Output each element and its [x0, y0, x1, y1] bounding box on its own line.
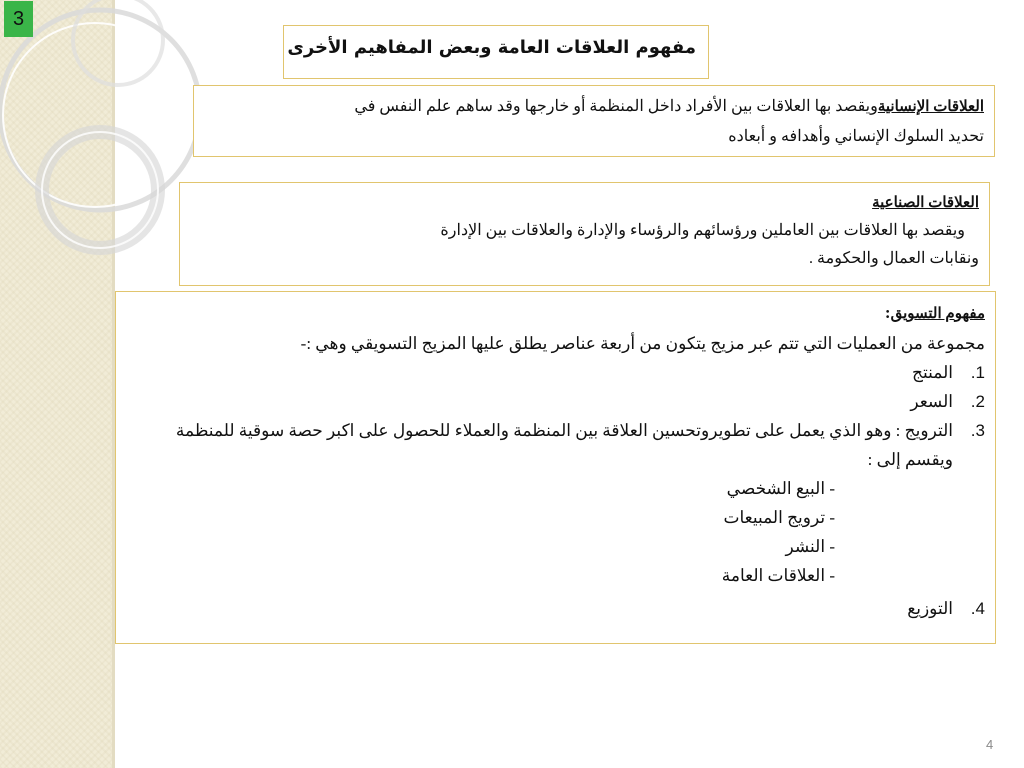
list-number: 2. — [970, 392, 985, 411]
industrial-relations-line2: ونقابات العمال والحكومة . — [809, 250, 979, 267]
list-number: 4. — [970, 599, 985, 618]
sub-list-item: - ترويج المبيعات — [723, 508, 835, 527]
title-box — [283, 25, 709, 79]
human-relations-heading: العلاقات الإنسانية — [877, 99, 984, 115]
list-item — [124, 387, 985, 416]
list-item — [124, 416, 985, 474]
marketing-heading-line — [124, 298, 985, 329]
page-number: 4 — [986, 737, 994, 752]
deco-circle-inner — [42, 132, 158, 248]
list-text: التوزيع — [907, 599, 953, 618]
marketing-heading: مفهوم التسويق — [890, 306, 985, 322]
slide-number-badge: 3 — [4, 1, 33, 37]
list-item — [124, 358, 985, 387]
industrial-relations-line1: ويقصد بها العلاقات بين العاملين ورؤسائهم والرؤساء والإدارة والعلاقات بين الإدارة — [440, 222, 965, 239]
human-relations-line2: تحديد السلوك الإنساني وأهدافه و أبعاده — [728, 128, 984, 145]
human-relations-box — [193, 85, 995, 157]
human-relations-line1 — [202, 92, 984, 122]
list-text: السعر — [910, 392, 953, 411]
list-text: الترويج : وهو الذي يعمل على تطويروتحسين العلاقة بين المنظمة والعملاء للحصول على اكبر حصة سوقية للمنظمة ويقسم إلى : — [175, 421, 953, 469]
industrial-relations-heading: العلاقات الصناعية — [872, 195, 979, 211]
marketing-box — [115, 291, 996, 644]
industrial-relations-box — [179, 182, 990, 286]
list-number: 1. — [970, 363, 985, 382]
marketing-intro: مجموعة من العمليات التي تتم عبر مزيج يتكون من أربعة عناصر يطلق عليها المزيج التسويقي وهي :- — [300, 334, 985, 353]
sub-list-item: - البيع الشخصي — [726, 479, 835, 498]
sub-list-item: - العلاقات العامة — [721, 566, 835, 585]
marketing-heading-colon: : — [884, 303, 891, 322]
list-text: المنتج — [912, 363, 953, 382]
list-item — [124, 594, 985, 623]
human-relations-text1: ويقصد بها العلاقات بين الأفراد داخل المنظمة أو خارجها وقد ساهم علم النفس في — [354, 98, 878, 115]
slide-title: مفهوم العلاقات العامة وبعض المفاهيم الأخرى — [287, 37, 696, 58]
sub-list-item: - النشر — [785, 537, 835, 556]
list-number: 3. — [970, 421, 985, 440]
